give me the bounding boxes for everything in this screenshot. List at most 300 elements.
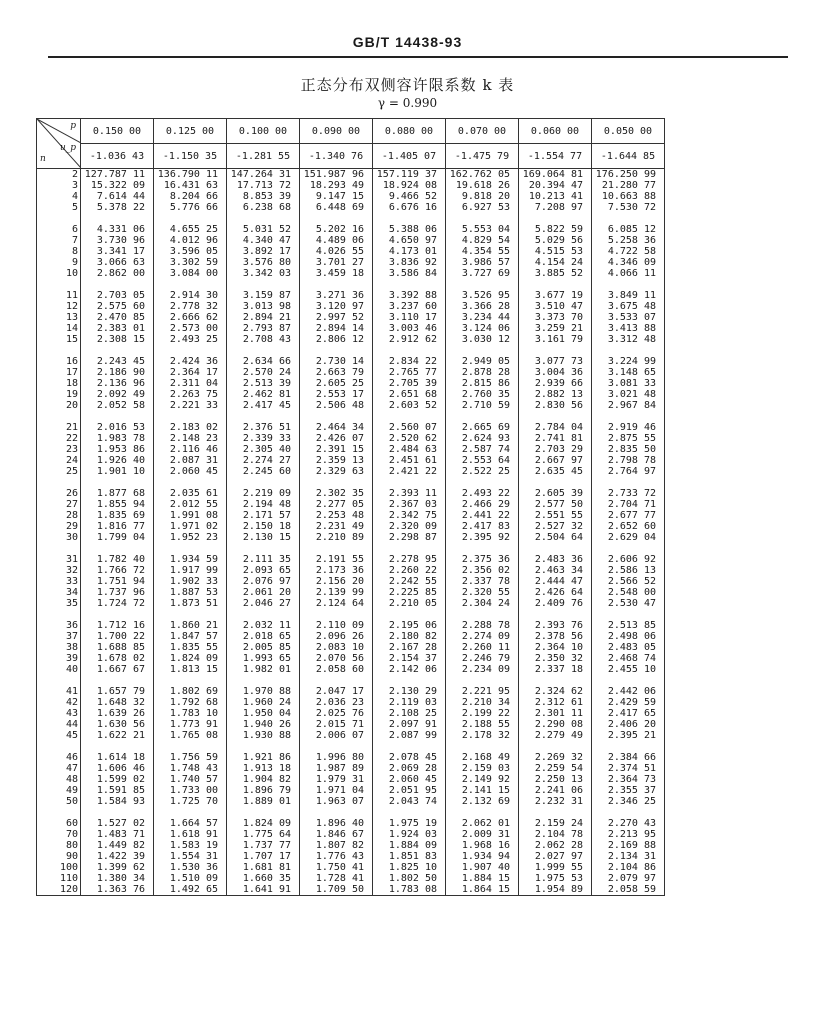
table-row <box>37 587 665 598</box>
k-factor-cell: 2.894 14 <box>300 323 373 334</box>
sample-size-cell: 8 <box>37 246 81 257</box>
table-row <box>37 829 665 840</box>
k-factor-cell: 1.982 01 <box>227 664 300 675</box>
k-factor-cell: 2.269 32 <box>519 752 592 763</box>
k-factor-cell: 1.971 04 <box>300 785 373 796</box>
sample-size-cell: 10 <box>37 268 81 279</box>
table-row <box>37 532 665 543</box>
k-factor-cell: 1.591 85 <box>81 785 154 796</box>
k-factor-cell: 4.331 06 <box>81 224 154 235</box>
k-factor-cell: 1.775 64 <box>227 829 300 840</box>
sample-size-cell: 17 <box>37 367 81 378</box>
table-row <box>37 686 665 697</box>
k-factor-cell: 10.663 88 <box>592 191 665 202</box>
table-row <box>37 257 665 268</box>
sample-size-cell: 22 <box>37 433 81 444</box>
k-factor-cell: 5.388 06 <box>373 224 446 235</box>
k-factor-cell: 2.834 22 <box>373 356 446 367</box>
k-factor-cell: 2.221 33 <box>154 400 227 411</box>
k-factor-cell: 2.096 26 <box>300 631 373 642</box>
k-factor-cell: 1.510 09 <box>154 873 227 884</box>
k-factor-cell: 6.448 69 <box>300 202 373 213</box>
k-factor-cell: 2.705 39 <box>373 378 446 389</box>
p-value-header: 0.125 00 <box>154 119 227 144</box>
k-factor-cell: 9.466 52 <box>373 191 446 202</box>
row-group-gap <box>37 543 665 554</box>
up-value-header: -1.281 55 <box>227 144 300 169</box>
k-factor-cell: 3.986 57 <box>446 257 519 268</box>
k-factor-cell: 6.238 68 <box>227 202 300 213</box>
k-factor-cell: 2.199 22 <box>446 708 519 719</box>
k-factor-cell: 1.887 53 <box>154 587 227 598</box>
k-factor-cell: 1.963 07 <box>300 796 373 807</box>
standard-code: GB/T 14438-93 <box>352 34 463 50</box>
k-factor-cell: 21.280 77 <box>592 180 665 191</box>
sample-size-cell: 34 <box>37 587 81 598</box>
k-factor-cell: 1.678 02 <box>81 653 154 664</box>
k-factor-cell: 2.243 45 <box>81 356 154 367</box>
k-factor-cell: 3.312 48 <box>592 334 665 345</box>
k-factor-cell: 2.573 00 <box>154 323 227 334</box>
k-factor-cell: 1.846 67 <box>300 829 373 840</box>
k-factor-cell: 2.087 99 <box>373 730 446 741</box>
k-factor-cell: 1.709 50 <box>300 884 373 896</box>
k-factor-cell: 2.005 85 <box>227 642 300 653</box>
k-factor-cell: 2.304 24 <box>446 598 519 609</box>
k-factor-cell: 2.374 51 <box>592 763 665 774</box>
k-factor-cell: 3.110 17 <box>373 312 446 323</box>
table-row <box>37 708 665 719</box>
row-group-gap <box>37 477 665 488</box>
k-factor-cell: 2.274 27 <box>227 455 300 466</box>
k-factor-cell: 1.987 89 <box>300 763 373 774</box>
k-factor-cell: 2.231 49 <box>300 521 373 532</box>
k-factor-cell: 2.384 66 <box>592 752 665 763</box>
k-factor-cell: 2.635 45 <box>519 466 592 477</box>
k-factor-cell: 18.924 08 <box>373 180 446 191</box>
k-factor-cell: 2.058 59 <box>592 884 665 896</box>
k-factor-cell: 2.417 65 <box>592 708 665 719</box>
k-factor-cell: 2.079 97 <box>592 873 665 884</box>
k-factor-cell: 2.132 69 <box>446 796 519 807</box>
k-factor-cell: 3.675 48 <box>592 301 665 312</box>
k-factor-cell: 2.417 45 <box>227 400 300 411</box>
k-factor-cell: 2.730 14 <box>300 356 373 367</box>
table-row <box>37 873 665 884</box>
table-row <box>37 389 665 400</box>
k-factor-cell: 2.949 05 <box>446 356 519 367</box>
k-factor-cell: 1.766 72 <box>81 565 154 576</box>
table-row <box>37 312 665 323</box>
k-factor-cell: 2.424 36 <box>154 356 227 367</box>
sample-size-cell: 44 <box>37 719 81 730</box>
k-factor-cell: 2.806 12 <box>300 334 373 345</box>
k-factor-cell: 1.926 40 <box>81 455 154 466</box>
k-factor-cell: 1.954 89 <box>519 884 592 896</box>
k-factor-cell: 2.764 97 <box>592 466 665 477</box>
k-factor-cell: 1.824 09 <box>227 818 300 829</box>
k-factor-cell: 1.681 81 <box>227 862 300 873</box>
k-factor-cell: 1.657 79 <box>81 686 154 697</box>
k-factor-cell: 2.173 36 <box>300 565 373 576</box>
k-factor-cell: 2.894 21 <box>227 312 300 323</box>
k-factor-cell: 3.373 70 <box>519 312 592 323</box>
k-factor-cell: 3.677 19 <box>519 290 592 301</box>
k-factor-cell: 2.093 65 <box>227 565 300 576</box>
sample-size-cell: 41 <box>37 686 81 697</box>
k-factor-cell: 4.515 53 <box>519 246 592 257</box>
k-factor-cell: 5.822 59 <box>519 224 592 235</box>
k-factor-cell: 2.241 06 <box>519 785 592 796</box>
k-factor-cell: 2.290 08 <box>519 719 592 730</box>
k-factor-cell: 16.431 63 <box>154 180 227 191</box>
sample-size-cell: 4 <box>37 191 81 202</box>
k-factor-cell: 3.392 88 <box>373 290 446 301</box>
k-factor-cell: 1.802 50 <box>373 873 446 884</box>
sample-size-cell: 18 <box>37 378 81 389</box>
k-factor-cell: 2.577 50 <box>519 499 592 510</box>
k-factor-cell: 1.864 15 <box>446 884 519 896</box>
table-row <box>37 785 665 796</box>
k-factor-cell: 1.975 53 <box>519 873 592 884</box>
k-factor-cell: 5.031 52 <box>227 224 300 235</box>
k-factor-cell: 1.825 10 <box>373 862 446 873</box>
k-factor-cell: 17.713 72 <box>227 180 300 191</box>
k-factor-cell: 1.492 65 <box>154 884 227 896</box>
k-factor-cell: 2.260 22 <box>373 565 446 576</box>
k-factor-cell: 2.444 47 <box>519 576 592 587</box>
k-factor-cell: 2.183 02 <box>154 422 227 433</box>
k-factor-cell: 2.195 06 <box>373 620 446 631</box>
sample-size-cell: 6 <box>37 224 81 235</box>
k-factor-cell: 2.150 18 <box>227 521 300 532</box>
k-factor-cell: 127.787 11 <box>81 169 154 181</box>
k-factor-cell: 2.634 66 <box>227 356 300 367</box>
k-factor-cell: 2.311 04 <box>154 378 227 389</box>
k-factor-cell: 4.154 24 <box>519 257 592 268</box>
k-factor-cell: 1.737 77 <box>227 840 300 851</box>
k-factor-cell: 2.232 31 <box>519 796 592 807</box>
k-factor-cell: 2.006 07 <box>300 730 373 741</box>
k-factor-cell: 1.924 03 <box>373 829 446 840</box>
k-factor-cell: 6.927 53 <box>446 202 519 213</box>
sample-size-cell: 40 <box>37 664 81 675</box>
sample-size-cell: 110 <box>37 873 81 884</box>
k-factor-cell: 2.551 55 <box>519 510 592 521</box>
k-factor-cell: 1.960 24 <box>227 697 300 708</box>
table-row <box>37 862 665 873</box>
k-factor-cell: 7.614 44 <box>81 191 154 202</box>
k-factor-cell: 1.773 91 <box>154 719 227 730</box>
p-value-header: 0.050 00 <box>592 119 665 144</box>
k-factor-cell: 2.259 54 <box>519 763 592 774</box>
k-factor-cell: 2.468 74 <box>592 653 665 664</box>
k-factor-cell: 2.083 10 <box>300 642 373 653</box>
k-factor-cell: 4.066 11 <box>592 268 665 279</box>
k-factor-cell: 2.016 53 <box>81 422 154 433</box>
k-factor-cell: 1.584 93 <box>81 796 154 807</box>
k-factor-cell: 2.221 95 <box>446 686 519 697</box>
sample-size-cell: 30 <box>37 532 81 543</box>
k-factor-cell: 2.168 49 <box>446 752 519 763</box>
k-factor-cell: 1.399 62 <box>81 862 154 873</box>
table-row <box>37 730 665 741</box>
k-factor-cell: 1.991 08 <box>154 510 227 521</box>
sample-size-cell: 12 <box>37 301 81 312</box>
table-row <box>37 752 665 763</box>
sample-size-cell: 42 <box>37 697 81 708</box>
k-factor-cell: 2.154 37 <box>373 653 446 664</box>
k-factor-cell: 2.171 57 <box>227 510 300 521</box>
sample-size-cell: 48 <box>37 774 81 785</box>
k-factor-cell: 7.530 72 <box>592 202 665 213</box>
table-row <box>37 378 665 389</box>
k-factor-cell: 2.301 11 <box>519 708 592 719</box>
k-factor-cell: 1.740 57 <box>154 774 227 785</box>
table-row <box>37 719 665 730</box>
k-factor-cell: 3.148 65 <box>592 367 665 378</box>
k-factor-cell: 1.792 68 <box>154 697 227 708</box>
k-factor-cell: 4.655 25 <box>154 224 227 235</box>
k-factor-cell: 3.576 80 <box>227 257 300 268</box>
k-factor-cell: 1.751 94 <box>81 576 154 587</box>
k-factor-cell: 2.250 13 <box>519 774 592 785</box>
up-value-header: -1.644 85 <box>592 144 665 169</box>
k-factor-cell: 2.703 05 <box>81 290 154 301</box>
row-group-gap <box>37 213 665 224</box>
k-factor-cell: 2.393 76 <box>519 620 592 631</box>
k-factor-cell: 2.308 15 <box>81 334 154 345</box>
table-row <box>37 576 665 587</box>
table-row <box>37 796 665 807</box>
k-factor-cell: 2.862 00 <box>81 268 154 279</box>
k-factor-cell: 2.253 48 <box>300 510 373 521</box>
k-factor-cell: 2.076 97 <box>227 576 300 587</box>
sample-size-cell: 80 <box>37 840 81 851</box>
table-row <box>37 422 665 433</box>
k-factor-cell: 2.263 75 <box>154 389 227 400</box>
k-factor-cell: 3.084 00 <box>154 268 227 279</box>
k-factor-cell: 2.483 36 <box>519 554 592 565</box>
k-factor-cell: 1.530 36 <box>154 862 227 873</box>
row-group-gap <box>37 279 665 290</box>
k-factor-cell: 2.560 07 <box>373 422 446 433</box>
k-factor-cell: 2.210 05 <box>373 598 446 609</box>
k-factor-cell: 2.466 29 <box>446 499 519 510</box>
k-factor-cell: 2.493 25 <box>154 334 227 345</box>
k-factor-cell: 2.710 59 <box>446 400 519 411</box>
k-factor-cell: 1.816 77 <box>81 521 154 532</box>
sample-size-cell: 60 <box>37 818 81 829</box>
k-factor-cell: 2.470 85 <box>81 312 154 323</box>
k-factor-cell: 2.337 18 <box>519 664 592 675</box>
sample-size-cell: 2 <box>37 169 81 181</box>
gamma-label: γ = 0.990 <box>377 96 438 110</box>
k-factor-cell: 2.605 39 <box>519 488 592 499</box>
table-row <box>37 840 665 851</box>
k-factor-cell: 1.599 02 <box>81 774 154 785</box>
k-factor-cell: 1.971 02 <box>154 521 227 532</box>
k-factor-cell: 2.111 35 <box>227 554 300 565</box>
k-factor-cell: 176.250 99 <box>592 169 665 181</box>
k-factor-cell: 2.009 31 <box>446 829 519 840</box>
k-factor-cell: 2.069 28 <box>373 763 446 774</box>
k-factor-cell: 4.722 58 <box>592 246 665 257</box>
k-factor-cell: 2.036 23 <box>300 697 373 708</box>
sample-size-cell: 90 <box>37 851 81 862</box>
k-factor-cell: 2.329 63 <box>300 466 373 477</box>
sample-size-cell: 37 <box>37 631 81 642</box>
table-row <box>37 554 665 565</box>
k-factor-cell: 2.134 31 <box>592 851 665 862</box>
k-factor-cell: 8.853 39 <box>227 191 300 202</box>
k-factor-cell: 7.208 97 <box>519 202 592 213</box>
k-factor-cell: 1.799 04 <box>81 532 154 543</box>
k-factor-cell: 4.026 55 <box>300 246 373 257</box>
k-factor-cell: 2.393 11 <box>373 488 446 499</box>
k-factor-cell: 2.277 05 <box>300 499 373 510</box>
k-factor-cell: 3.586 84 <box>373 268 446 279</box>
k-factor-cell: 2.663 79 <box>300 367 373 378</box>
k-factor-cell: 2.210 34 <box>446 697 519 708</box>
row-group-gap <box>37 411 665 422</box>
k-factor-cell: 147.264 31 <box>227 169 300 181</box>
k-factor-cell: 2.141 15 <box>446 785 519 796</box>
k-factor-cell: 2.606 92 <box>592 554 665 565</box>
k-factor-cell: 2.058 60 <box>300 664 373 675</box>
k-factor-cell: 6.085 12 <box>592 224 665 235</box>
k-factor-cell: 2.391 15 <box>300 444 373 455</box>
k-factor-cell: 2.442 06 <box>592 686 665 697</box>
sample-size-cell: 24 <box>37 455 81 466</box>
k-factor-cell: 2.191 55 <box>300 554 373 565</box>
k-factor-cell: 2.406 20 <box>592 719 665 730</box>
k-factor-cell: 2.652 60 <box>592 521 665 532</box>
k-factor-cell: 2.149 92 <box>446 774 519 785</box>
up-value-header: -1.554 77 <box>519 144 592 169</box>
k-factor-cell: 1.688 85 <box>81 642 154 653</box>
table-row <box>37 334 665 345</box>
k-factor-cell: 2.278 95 <box>373 554 446 565</box>
k-factor-cell: 1.554 31 <box>154 851 227 862</box>
table-row <box>37 631 665 642</box>
table-row <box>37 224 665 235</box>
table-row <box>37 180 665 191</box>
k-factor-cell: 2.139 99 <box>300 587 373 598</box>
k-factor-cell: 1.648 32 <box>81 697 154 708</box>
sample-size-cell: 47 <box>37 763 81 774</box>
p-value-header: 0.090 00 <box>300 119 373 144</box>
k-factor-cell: 9.147 15 <box>300 191 373 202</box>
k-factor-cell: 2.324 62 <box>519 686 592 697</box>
k-factor-cell: 3.077 73 <box>519 356 592 367</box>
k-factor-cell: 15.322 09 <box>81 180 154 191</box>
table-corner-cell <box>37 119 81 169</box>
k-factor-cell: 4.650 97 <box>373 235 446 246</box>
k-factor-cell: 2.130 15 <box>227 532 300 543</box>
sample-size-cell: 39 <box>37 653 81 664</box>
k-factor-cell: 2.043 74 <box>373 796 446 807</box>
k-factor-cell: 2.060 45 <box>154 466 227 477</box>
sample-size-cell: 5 <box>37 202 81 213</box>
k-factor-cell: 2.708 43 <box>227 334 300 345</box>
k-factor-cell: 1.860 21 <box>154 620 227 631</box>
table-row <box>37 763 665 774</box>
sample-size-cell: 35 <box>37 598 81 609</box>
k-factor-cell: 1.660 35 <box>227 873 300 884</box>
k-factor-cell: 5.776 66 <box>154 202 227 213</box>
k-factor-cell: 2.298 87 <box>373 532 446 543</box>
k-factor-cell: 1.896 40 <box>300 818 373 829</box>
k-factor-cell: 20.394 47 <box>519 180 592 191</box>
k-factor-cell: 1.639 26 <box>81 708 154 719</box>
sample-size-cell: 49 <box>37 785 81 796</box>
k-factor-cell: 1.993 65 <box>227 653 300 664</box>
k-factor-cell: 4.829 54 <box>446 235 519 246</box>
sample-size-cell: 28 <box>37 510 81 521</box>
table-row <box>37 191 665 202</box>
sample-size-cell: 50 <box>37 796 81 807</box>
k-factor-cell: 2.629 04 <box>592 532 665 543</box>
k-factor-cell: 5.029 56 <box>519 235 592 246</box>
k-factor-cell: 2.778 32 <box>154 301 227 312</box>
sample-size-cell: 3 <box>37 180 81 191</box>
k-factor-cell: 2.116 46 <box>154 444 227 455</box>
k-factor-cell: 2.455 10 <box>592 664 665 675</box>
row-group-gap <box>37 345 665 356</box>
table-row <box>37 169 665 181</box>
sample-size-cell: 45 <box>37 730 81 741</box>
sample-size-cell: 14 <box>37 323 81 334</box>
k-factor-cell: 2.136 96 <box>81 378 154 389</box>
up-value-header: -1.150 35 <box>154 144 227 169</box>
table-row <box>37 488 665 499</box>
k-factor-cell: 2.097 91 <box>373 719 446 730</box>
sample-size-cell: 70 <box>37 829 81 840</box>
k-factor-cell: 2.395 21 <box>592 730 665 741</box>
k-factor-cell: 2.513 39 <box>227 378 300 389</box>
k-factor-cell: 1.664 57 <box>154 818 227 829</box>
k-factor-cell: 2.108 25 <box>373 708 446 719</box>
sample-size-cell: 29 <box>37 521 81 532</box>
k-factor-cell: 1.614 18 <box>81 752 154 763</box>
sample-size-cell: 21 <box>37 422 81 433</box>
k-factor-cell: 2.375 36 <box>446 554 519 565</box>
k-factor-cell: 2.062 01 <box>446 818 519 829</box>
k-factor-cell: 2.367 03 <box>373 499 446 510</box>
table-row <box>37 851 665 862</box>
k-factor-cell: 3.730 96 <box>81 235 154 246</box>
k-factor-cell: 2.426 64 <box>519 587 592 598</box>
k-factor-cell: 2.587 74 <box>446 444 519 455</box>
k-factor-cell: 136.790 11 <box>154 169 227 181</box>
k-factor-cell: 3.161 79 <box>519 334 592 345</box>
k-factor-cell: 4.012 96 <box>154 235 227 246</box>
k-factor-cell: 2.350 32 <box>519 653 592 664</box>
sample-size-cell: 36 <box>37 620 81 631</box>
k-factor-cell: 1.618 91 <box>154 829 227 840</box>
k-factor-cell: 3.849 11 <box>592 290 665 301</box>
k-factor-cell: 2.914 30 <box>154 290 227 301</box>
k-factor-cell: 2.463 34 <box>519 565 592 576</box>
k-factor-cell: 2.070 56 <box>300 653 373 664</box>
sample-size-cell: 27 <box>37 499 81 510</box>
k-factor-cell: 4.346 09 <box>592 257 665 268</box>
sample-size-cell: 46 <box>37 752 81 763</box>
up-value-header: -1.036 43 <box>81 144 154 169</box>
k-factor-cell: 2.575 60 <box>81 301 154 312</box>
k-factor-cell: 1.847 57 <box>154 631 227 642</box>
